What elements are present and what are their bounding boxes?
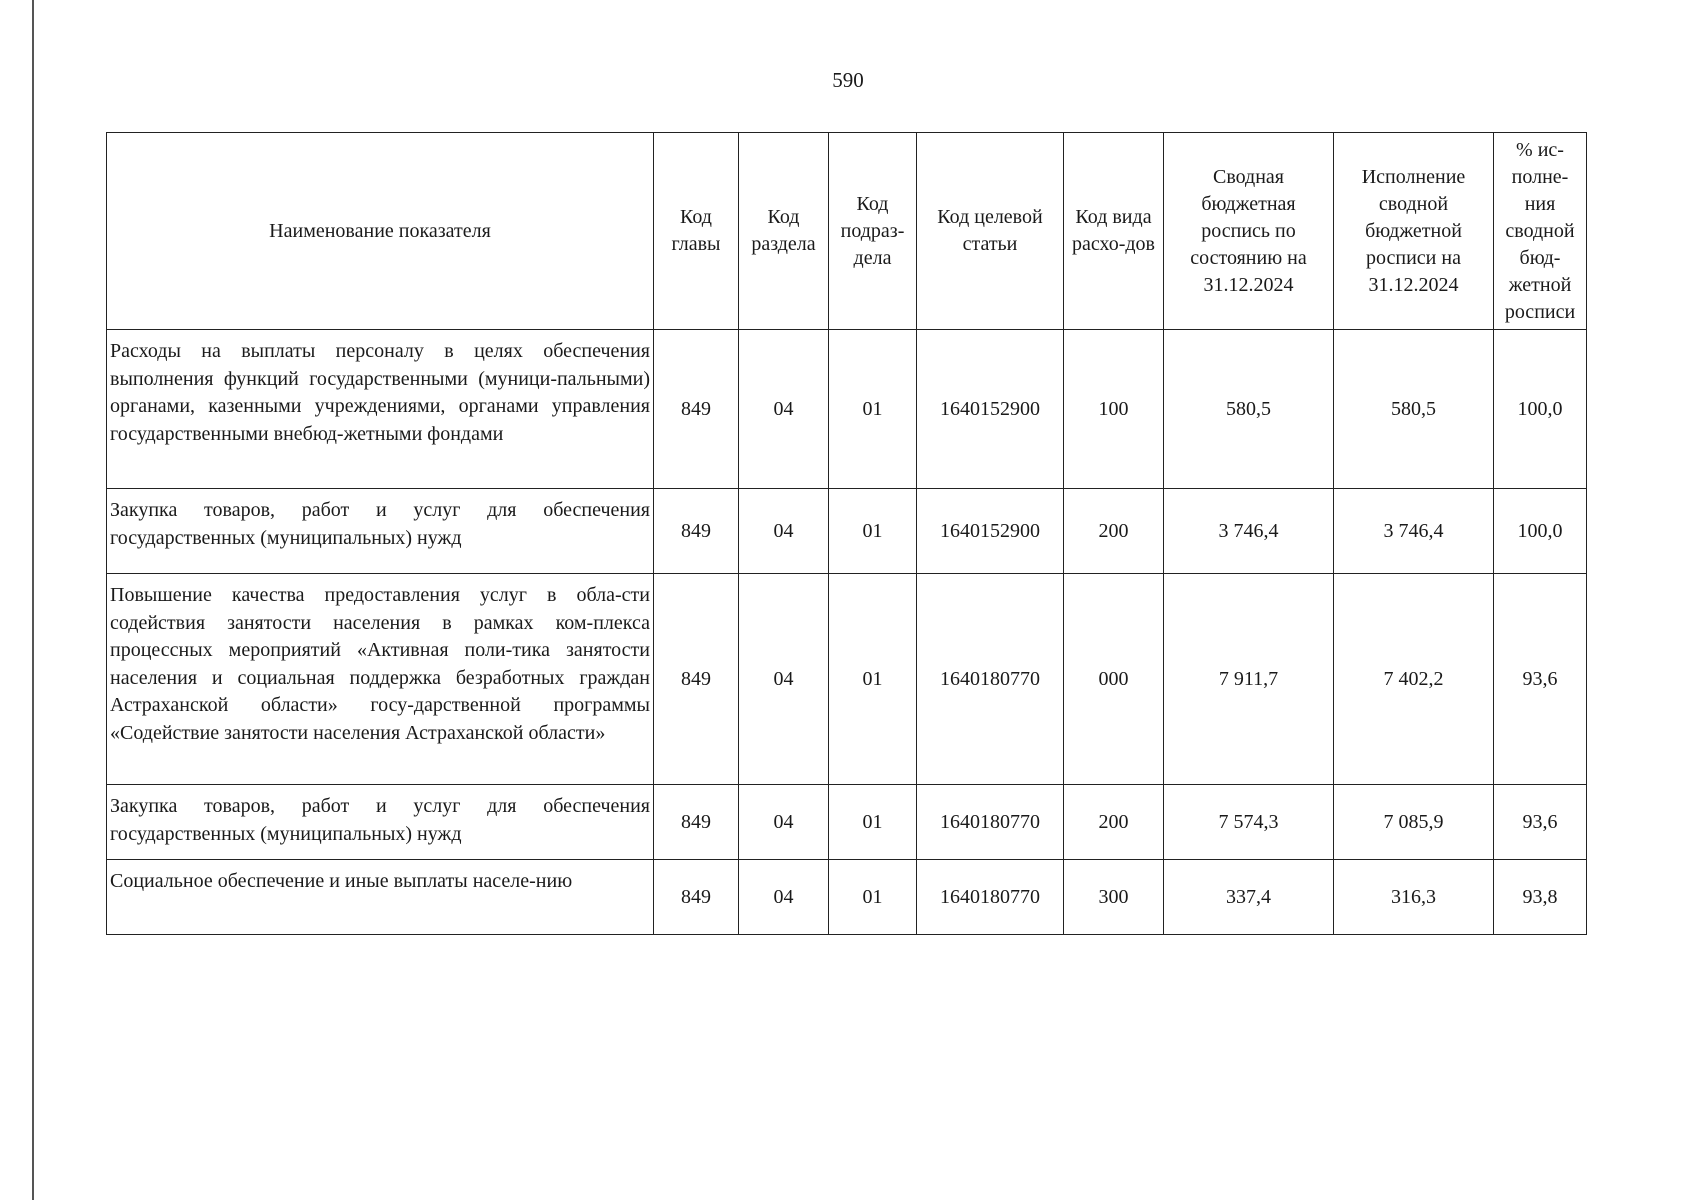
cell-name: Расходы на выплаты персоналу в целях обеспечения выполнения функций государственными (муници-пальными) органами, казенными учреждениями, органами управления государственными внебюд-жетными фондами [107,330,654,489]
cell-budget-list: 7 911,7 [1164,574,1334,785]
cell-chapter: 849 [654,785,739,860]
binding-edge-line [32,0,34,1200]
cell-target-article: 1640180770 [917,785,1064,860]
cell-subsection: 01 [829,860,917,935]
cell-name: Закупка товаров, работ и услуг для обеспечения государственных (муниципальных) нужд [107,785,654,860]
cell-expense-type: 200 [1064,489,1164,574]
cell-execution: 316,3 [1334,860,1494,935]
header-execution: Исполнение сводной бюджетной росписи на 31.12.2024 [1334,133,1494,330]
cell-expense-type: 100 [1064,330,1164,489]
table-row [107,574,1587,785]
budget-execution-table [106,132,1587,935]
cell-chapter: 849 [654,330,739,489]
cell-chapter: 849 [654,574,739,785]
cell-execution: 7 085,9 [1334,785,1494,860]
table-row [107,330,1587,489]
cell-name: Социальное обеспечение и иные выплаты населе-нию [107,860,654,935]
cell-percent: 93,6 [1494,785,1587,860]
cell-budget-list: 337,4 [1164,860,1334,935]
cell-section: 04 [739,574,829,785]
page-number: 590 [832,68,864,92]
header-subsection-code: Код подраз-дела [829,133,917,330]
header-budget-list: Сводная бюджетная роспись по состоянию на 31.12.2024 [1164,133,1334,330]
cell-expense-type: 300 [1064,860,1164,935]
cell-execution: 7 402,2 [1334,574,1494,785]
cell-target-article: 1640180770 [917,860,1064,935]
header-expense-type-code: Код вида расхо-дов [1064,133,1164,330]
cell-percent: 100,0 [1494,489,1587,574]
cell-subsection: 01 [829,785,917,860]
header-name: Наименование показателя [107,133,654,330]
cell-target-article: 1640152900 [917,489,1064,574]
cell-name: Закупка товаров, работ и услуг для обеспечения государственных (муниципальных) нужд [107,489,654,574]
header-percent-execution: % ис-полне-ния сводной бюд-жетной росписи [1494,133,1587,330]
cell-section: 04 [739,330,829,489]
cell-chapter: 849 [654,489,739,574]
header-section-code: Код раздела [739,133,829,330]
cell-execution: 580,5 [1334,330,1494,489]
cell-budget-list: 580,5 [1164,330,1334,489]
cell-execution: 3 746,4 [1334,489,1494,574]
table-row [107,785,1587,860]
table-row [107,489,1587,574]
cell-budget-list: 7 574,3 [1164,785,1334,860]
cell-subsection: 01 [829,489,917,574]
cell-percent: 93,8 [1494,860,1587,935]
table-row [107,860,1587,935]
cell-section: 04 [739,785,829,860]
cell-target-article: 1640180770 [917,574,1064,785]
cell-subsection: 01 [829,330,917,489]
cell-budget-list: 3 746,4 [1164,489,1334,574]
cell-subsection: 01 [829,574,917,785]
cell-section: 04 [739,489,829,574]
cell-percent: 100,0 [1494,330,1587,489]
cell-percent: 93,6 [1494,574,1587,785]
table-header-row [107,133,1587,330]
cell-expense-type: 200 [1064,785,1164,860]
header-chapter-code: Код главы [654,133,739,330]
cell-expense-type: 000 [1064,574,1164,785]
cell-chapter: 849 [654,860,739,935]
cell-section: 04 [739,860,829,935]
cell-target-article: 1640152900 [917,330,1064,489]
cell-name: Повышение качества предоставления услуг в обла-сти содействия занятости населения в рамках ком-плекса процессных мероприятий «Активная поли-тика занятости населения и социальная поддержка безработных граждан Астраханской области» госу-дарственной программы «Содействие занятости населения Астраханской области» [107,574,654,785]
header-target-article-code: Код целевой статьи [917,133,1064,330]
